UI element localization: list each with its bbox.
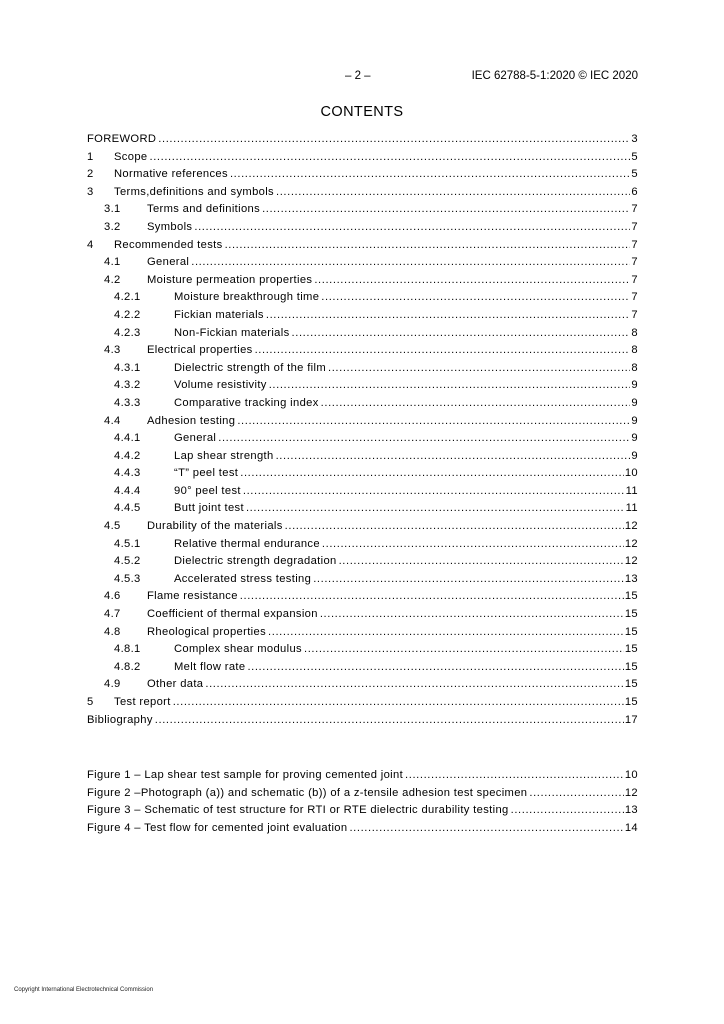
toc-entry[interactable] xyxy=(87,500,638,518)
toc-entry[interactable] xyxy=(87,377,638,395)
figure-entry[interactable] xyxy=(87,820,638,838)
figure-entry[interactable] xyxy=(87,802,638,820)
figure-entry-title: Figure 2 –Photograph (a)) and schematic (b)) of a z-tensile adhesion test specimen xyxy=(87,786,528,799)
dot-leader xyxy=(225,237,631,255)
toc-entry-page: 15 xyxy=(624,590,638,603)
dot-leader xyxy=(194,219,630,237)
toc-entry-title: FOREWORD xyxy=(87,133,157,145)
copyright-notice: Copyright International Electrotechnical Commission xyxy=(14,987,154,993)
toc-entry[interactable] xyxy=(87,254,638,272)
toc-entry[interactable] xyxy=(87,553,638,571)
toc-entry[interactable] xyxy=(87,659,638,677)
toc-entry-number: 4.5.2 xyxy=(114,555,141,568)
toc-entry-page: 5 xyxy=(631,168,638,181)
toc-entry-page: 9 xyxy=(631,414,638,427)
toc-entry-page: 12 xyxy=(624,555,638,568)
dot-leader xyxy=(349,820,623,838)
toc-entry[interactable] xyxy=(87,676,638,694)
toc-entry-page: 9 xyxy=(631,432,638,445)
toc-entry-title: 90° peel test xyxy=(174,484,241,497)
figure-entry-title: Figure 1 – Lap shear test sample for proving cemented joint xyxy=(87,769,404,781)
dot-leader xyxy=(292,325,631,343)
dot-leader xyxy=(246,500,625,518)
toc-entry-title: “T” peel test xyxy=(174,467,239,480)
dot-leader xyxy=(240,465,624,483)
figure-list xyxy=(87,767,638,837)
toc-entry[interactable] xyxy=(87,131,638,149)
dot-leader xyxy=(269,377,631,395)
dot-leader xyxy=(276,448,631,466)
toc-entry[interactable] xyxy=(87,641,638,659)
toc-entry[interactable] xyxy=(87,342,638,360)
toc-entry-page: 3 xyxy=(631,133,638,145)
toc-entry-title: Relative thermal endurance xyxy=(174,537,320,550)
toc-entry-page: 11 xyxy=(625,484,638,497)
figure-entry-title: Figure 4 – Test flow for cemented joint evaluation xyxy=(87,821,348,834)
toc-entry-page: 15 xyxy=(624,660,638,673)
toc-entry-title: Scope xyxy=(114,150,148,163)
toc-entry-number: 4.4.1 xyxy=(114,432,141,445)
toc-entry-title: General xyxy=(174,432,217,445)
dot-leader xyxy=(230,166,630,184)
dot-leader xyxy=(266,307,631,325)
toc-entry-page: 7 xyxy=(631,291,638,304)
toc-entry[interactable] xyxy=(87,289,638,307)
dot-leader xyxy=(218,430,630,448)
toc-entry-title: Moisture permeation properties xyxy=(147,273,313,286)
toc-entry[interactable] xyxy=(87,307,638,325)
figure-entry[interactable] xyxy=(87,785,638,803)
toc-entry-title: Symbols xyxy=(147,220,193,233)
toc-entry-title: Terms and definitions xyxy=(147,203,261,216)
toc-entry[interactable] xyxy=(87,149,638,167)
toc-entry-title: Moisture breakthrough time xyxy=(174,291,320,304)
dot-leader xyxy=(511,802,624,820)
dot-leader xyxy=(314,272,630,290)
toc-entry[interactable] xyxy=(87,624,638,642)
toc-entry-title: Accelerated stress testing xyxy=(174,572,312,585)
toc-entry-title: General xyxy=(147,256,190,269)
dot-leader xyxy=(247,659,623,677)
figure-entry[interactable] xyxy=(87,767,638,785)
toc-entry[interactable] xyxy=(87,465,638,483)
dot-leader xyxy=(237,413,630,431)
toc-entry-page: 15 xyxy=(624,643,638,656)
page-number: – 2 – xyxy=(345,70,371,82)
dot-leader xyxy=(339,553,624,571)
toc-entry-number: 4.7 xyxy=(104,608,121,621)
dot-leader xyxy=(268,624,624,642)
dot-leader xyxy=(205,676,623,694)
toc-entry-number: 4.2 xyxy=(104,273,121,286)
figure-entry-title: Figure 3 – Schematic of test structure for RTI or RTE dielectric durability testing xyxy=(87,804,509,817)
dot-leader xyxy=(173,694,624,712)
toc-entry-number: 4.2.2 xyxy=(114,308,141,321)
toc-entry-title: Other data xyxy=(147,678,204,691)
toc-entry-number: 4.5.3 xyxy=(114,572,141,585)
toc-entry-number: 4.4 xyxy=(104,414,121,427)
dot-leader xyxy=(322,536,624,554)
toc-entry-page: 15 xyxy=(624,678,638,691)
toc-entry-page: 7 xyxy=(631,256,638,269)
toc-entry-number: 4.4.4 xyxy=(114,484,141,497)
toc-entry-number: 4.3.1 xyxy=(114,361,141,374)
toc-entry-title: Dielectric strength degradation xyxy=(174,555,337,568)
toc-entry-page: 8 xyxy=(631,361,638,374)
dot-leader xyxy=(191,254,630,272)
toc-entry-number: 4.3.3 xyxy=(114,396,141,409)
toc-entry[interactable] xyxy=(87,694,638,712)
toc-entry-title: Rheological properties xyxy=(147,625,267,638)
toc-entry-page: 10 xyxy=(624,467,638,480)
dot-leader xyxy=(255,342,631,360)
toc-entry-number: 4.5.1 xyxy=(114,537,141,550)
toc-entry-title: Volume resistivity xyxy=(174,379,267,392)
toc-entry-page: 7 xyxy=(631,308,638,321)
toc-entry-title: Recommended tests xyxy=(114,238,223,251)
toc-entry-page: 9 xyxy=(631,449,638,462)
toc-entry-title: Fickian materials xyxy=(174,308,264,321)
toc-entry-number: 4.2.3 xyxy=(114,326,141,339)
toc-entry-title: Durability of the materials xyxy=(147,520,283,533)
toc-entry-number: 4.8.1 xyxy=(114,643,141,656)
toc-entry-title: Test report xyxy=(114,696,171,708)
toc-entry-number: 4.6 xyxy=(104,590,121,603)
toc-entry-number: 4.8 xyxy=(104,625,121,638)
toc-entry[interactable] xyxy=(87,518,638,536)
dot-leader xyxy=(158,131,630,149)
toc-entry-title: Adhesion testing xyxy=(147,414,236,427)
toc-entry[interactable] xyxy=(87,483,638,501)
toc-entry-number: 4.4.5 xyxy=(114,502,141,515)
toc-entry-number: 3.2 xyxy=(104,220,121,233)
dot-leader xyxy=(328,360,630,378)
toc-entry[interactable] xyxy=(87,430,638,448)
toc-entry[interactable] xyxy=(87,606,638,624)
toc-entry-title: Bibliography xyxy=(87,713,153,726)
dot-leader xyxy=(276,184,630,202)
dot-leader xyxy=(321,395,631,413)
toc-entry-number: 4.1 xyxy=(104,256,121,269)
toc-entry-number: 4.9 xyxy=(104,678,121,691)
toc-entry-number: 4.5 xyxy=(104,520,121,533)
toc-entry-number: 4.8.2 xyxy=(114,660,141,673)
toc-entry-page: 6 xyxy=(631,185,638,198)
toc-entry-number: 4.4.3 xyxy=(114,467,141,480)
toc-entry-title: Comparative tracking index xyxy=(174,396,319,409)
contents-title: CONTENTS xyxy=(320,104,404,120)
toc-entry-page: 7 xyxy=(631,273,638,286)
toc-entry-number: 1 xyxy=(87,150,94,163)
toc-entry-title: Electrical properties xyxy=(147,344,253,357)
dot-leader xyxy=(243,483,625,501)
toc-entry-page: 15 xyxy=(624,696,638,708)
toc-entry[interactable] xyxy=(87,166,638,184)
document-id: IEC 62788-5-1:2020 © IEC 2020 xyxy=(471,70,638,82)
toc-entry-title: Complex shear modulus xyxy=(174,643,302,656)
toc-entry-number: 5 xyxy=(87,696,94,708)
toc-entry-page: 9 xyxy=(631,379,638,392)
dot-leader xyxy=(240,588,624,606)
toc-entry[interactable] xyxy=(87,712,638,730)
toc-entry-page: 11 xyxy=(625,502,638,515)
dot-leader xyxy=(320,606,624,624)
toc-entry-title: Coefficient of thermal expansion xyxy=(147,608,318,621)
toc-list xyxy=(87,131,638,729)
toc-entry-page: 5 xyxy=(631,150,638,163)
toc-entry-number: 4.4.2 xyxy=(114,449,141,462)
toc-entry-title: Dielectric strength of the film xyxy=(174,361,326,374)
toc-entry-page: 8 xyxy=(631,344,638,357)
toc-entry[interactable] xyxy=(87,395,638,413)
dot-leader xyxy=(321,289,630,307)
dot-leader xyxy=(155,712,624,730)
toc-entry-number: 2 xyxy=(87,168,94,181)
toc-entry-title: Butt joint test xyxy=(174,502,244,515)
toc-entry[interactable] xyxy=(87,413,638,431)
toc-entry-page: 7 xyxy=(631,238,638,251)
toc-entry-number: 3 xyxy=(87,185,94,198)
toc-entry[interactable] xyxy=(87,219,638,237)
toc-entry-page: 15 xyxy=(624,608,638,621)
toc-entry-title: Flame resistance xyxy=(147,590,238,603)
toc-entry-number: 3.1 xyxy=(104,203,121,216)
toc-entry[interactable] xyxy=(87,325,638,343)
figure-entry-page: 14 xyxy=(624,821,638,834)
dot-leader xyxy=(405,767,624,785)
toc-entry[interactable] xyxy=(87,536,638,554)
figure-entry-page: 10 xyxy=(624,769,638,781)
figure-entry-page: 12 xyxy=(624,786,638,799)
toc-entry-page: 8 xyxy=(631,326,638,339)
toc-entry[interactable] xyxy=(87,272,638,290)
toc-entry[interactable] xyxy=(87,201,638,219)
dot-leader xyxy=(529,785,623,803)
dot-leader xyxy=(304,641,624,659)
dot-leader xyxy=(313,571,624,589)
toc-entry-title: Normative references xyxy=(114,168,228,181)
toc-entry-title: Terms,definitions and symbols xyxy=(114,185,274,198)
toc-entry-title: Melt flow rate xyxy=(174,660,246,673)
toc-entry-page: 9 xyxy=(631,396,638,409)
toc-entry-title: Lap shear strength xyxy=(174,449,274,462)
toc-entry[interactable] xyxy=(87,571,638,589)
toc-entry-number: 4.2.1 xyxy=(114,291,141,304)
dot-leader xyxy=(149,149,630,167)
toc-entry[interactable] xyxy=(87,184,638,202)
toc-entry-page: 12 xyxy=(624,537,638,550)
dot-leader xyxy=(262,201,630,219)
toc-entry-number: 4 xyxy=(87,238,94,251)
toc-entry[interactable] xyxy=(87,360,638,378)
toc-entry-page: 15 xyxy=(624,625,638,638)
dot-leader xyxy=(285,518,624,536)
toc-entry[interactable] xyxy=(87,588,638,606)
toc-entry-page: 12 xyxy=(624,520,638,533)
toc-entry-page: 13 xyxy=(624,572,638,585)
toc-entry[interactable] xyxy=(87,448,638,466)
toc-entry-page: 7 xyxy=(631,220,638,233)
toc-entry-title: Non-Fickian materials xyxy=(174,326,290,339)
toc-entry[interactable] xyxy=(87,237,638,255)
toc-entry-number: 4.3.2 xyxy=(114,379,141,392)
figure-entry-page: 13 xyxy=(624,804,638,817)
toc-entry-page: 7 xyxy=(631,203,638,216)
toc-entry-number: 4.3 xyxy=(104,344,121,357)
toc-entry-page: 17 xyxy=(624,713,638,726)
